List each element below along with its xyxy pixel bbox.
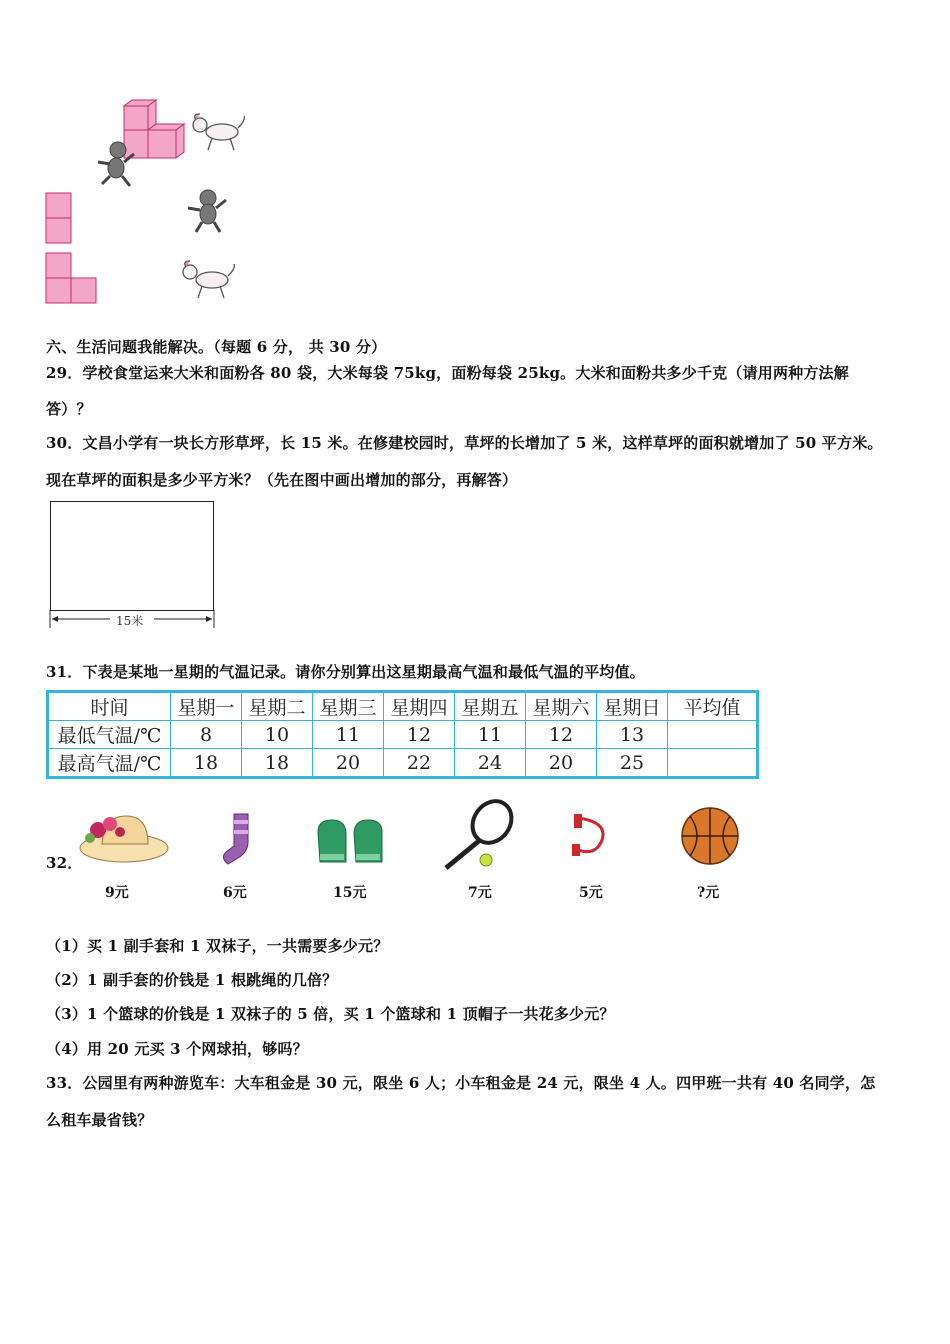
cube-views-figure xyxy=(40,92,270,307)
q30-line1: 30．文昌小学有一块长方形草坪，长 15 米。在修建校园时，草坪的长增加了 5 米，这样草坪的面积就增加了 50 平方米。 xyxy=(46,434,883,452)
q29-line2: 答）？ xyxy=(46,400,92,418)
q33-line1: 33．公园里有两种游览车：大车租金是 30 元，限坐 6 人；小车租金是 24 元，限坐 4 人。四甲班一共有 40 名同学，怎 xyxy=(46,1074,876,1092)
table-header-cell: 星期三 xyxy=(313,692,384,721)
table-cell: 22 xyxy=(384,749,455,778)
gloves-icon xyxy=(314,818,386,866)
section6-heading: 六、生活问题我能解决。（每题 6 分， 共 30 分） xyxy=(46,338,387,356)
tennis-racket-icon xyxy=(440,798,520,872)
table-cell: 13 xyxy=(597,721,668,749)
table-header-cell: 平均值 xyxy=(668,692,758,721)
table-header-cell: 星期四 xyxy=(384,692,455,721)
q32-sub4: （4）用 20 元买 3 个网球拍，够吗？ xyxy=(46,1040,308,1058)
sock-icon xyxy=(220,812,256,866)
table-cell: 11 xyxy=(455,721,526,749)
table-cell: 25 xyxy=(597,749,668,778)
table-cell: 最低气温/℃ xyxy=(48,721,171,749)
table-header-cell: 星期二 xyxy=(242,692,313,721)
price-label: 6元 xyxy=(223,885,247,901)
table-cell: 20 xyxy=(526,749,597,778)
price-label: ?元 xyxy=(697,885,720,901)
table-cell xyxy=(668,721,758,749)
table-row xyxy=(48,749,758,778)
table-header-cell: 星期六 xyxy=(526,692,597,721)
table-cell: 12 xyxy=(384,721,455,749)
monkey-icon xyxy=(188,190,226,232)
price-label: 5元 xyxy=(579,885,603,901)
table-cell: 18 xyxy=(171,749,242,778)
table-header-cell: 星期一 xyxy=(171,692,242,721)
table-cell: 18 xyxy=(242,749,313,778)
table-row xyxy=(48,721,758,749)
view-front-squares xyxy=(46,193,71,243)
q33-line2: 么租车最省钱？ xyxy=(46,1111,153,1129)
length-label: 15米 xyxy=(116,614,144,628)
table-cell: 11 xyxy=(313,721,384,749)
cube-stack-3d xyxy=(124,100,184,158)
table-cell: 12 xyxy=(526,721,597,749)
q32-sub2: （2）1 副手套的价钱是 1 根跳绳的几倍？ xyxy=(46,971,338,989)
jump-rope-icon xyxy=(570,812,614,858)
q31-text: 31．下表是某地一星期的气温记录。请你分别算出这星期最高气温和最低气温的平均值。 xyxy=(46,663,645,681)
table-header-cell: 星期日 xyxy=(597,692,668,721)
view-side-squares xyxy=(46,253,96,303)
price-label: 9元 xyxy=(105,885,129,901)
table-cell xyxy=(668,749,758,778)
price-label: 7元 xyxy=(468,885,492,901)
temperature-table xyxy=(46,690,759,779)
basketball-icon xyxy=(680,806,740,866)
q32-sub3: （3）1 个篮球的价钱是 1 双袜子的 5 倍，买 1 个篮球和 1 顶帽子一共花多少元？ xyxy=(46,1005,615,1023)
table-cell: 10 xyxy=(242,721,313,749)
hat-icon xyxy=(76,808,172,868)
table-cell: 20 xyxy=(313,749,384,778)
table-cell: 8 xyxy=(171,721,242,749)
q32-sub1: （1）买 1 副手套和 1 双袜子，一共需要多少元？ xyxy=(46,937,389,955)
table-cell: 24 xyxy=(455,749,526,778)
dog-icon xyxy=(193,114,244,150)
q30-line2: 现在草坪的面积是多少平方米？（先在图中画出增加的部分，再解答） xyxy=(46,471,518,489)
table-header-row xyxy=(48,692,758,721)
table-cell: 最高气温/℃ xyxy=(48,749,171,778)
lawn-rectangle xyxy=(50,501,214,611)
table-header-cell: 时间 xyxy=(48,692,171,721)
price-label: 15元 xyxy=(333,885,367,901)
q32-number: 32． xyxy=(46,854,83,872)
table-header-cell: 星期五 xyxy=(455,692,526,721)
q29-line1: 29．学校食堂运来大米和面粉各 80 袋，大米每袋 75kg，面粉每袋 25kg。大米和面粉共多少千克（请用两种方法解 xyxy=(46,364,849,382)
dog-icon xyxy=(183,261,234,298)
